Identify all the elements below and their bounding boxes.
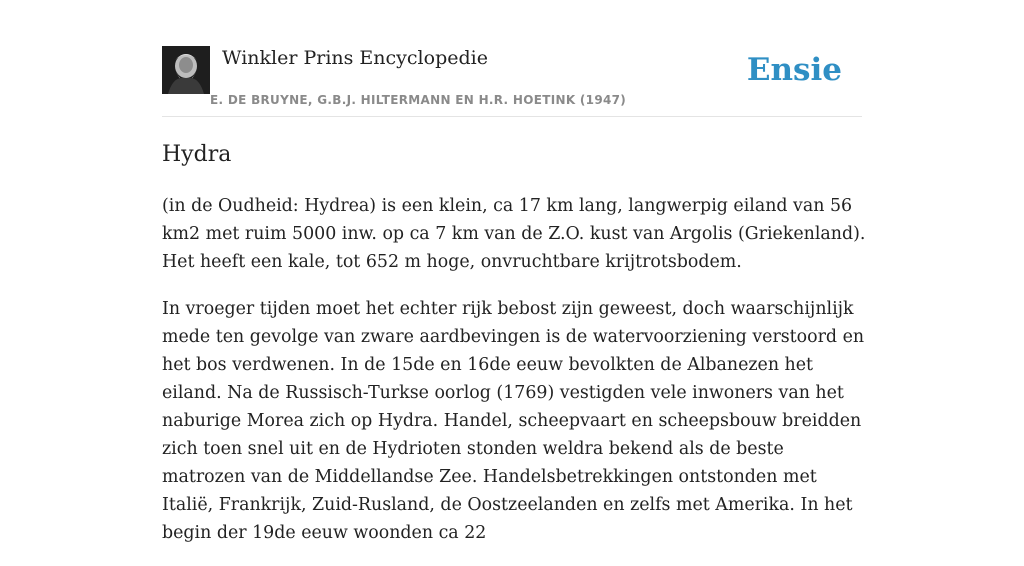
article-body [162,192,866,566]
book-title[interactable]: Winkler Prins Encyclopedie [222,47,488,69]
article-paragraph: In vroeger tijden moet het echter rijk bebost zijn geweest, doch waarschijnlijk mede ten gevolge van zware aardbevingen is de watervoorziening verstoord en het bos verdwenen. In de 15de en 16de eeuw bevolkten de Albanezen het eiland. Na de Russisch-Turkse oorlog (1769) vestigden vele inwoners van het naburige Morea zich op Hydra. Handel, scheepvaart en scheepsbouw breidden zich toen snel uit en de Hydrioten stonden weldra bekend als de beste matrozen van de Middellandse Zee. Handelsbetrekkingen ontstonden met Italië, Frankrijk, Zuid-Rusland, de Oostzeelanden en zelfs met Amerika. In het begin der 19de eeuw woonden ca 22 [162,299,865,543]
article-title: Hydra [162,142,232,167]
article-paragraph: (in de Oudheid: Hydrea) is een klein, ca 17 km lang, langwerpig eiland van 56 km2 met ruim 5000 inw. op ca 7 km van de Z.O. kust van Argolis (Griekenland). Het heeft een kale, tot 652 m hoge, onvruchtbare krijtrotsbodem. [162,196,866,272]
author-avatar[interactable] [162,46,210,94]
book-authors: E. DE BRUYNE, G.B.J. HILTERMANN EN H.R. HOETINK (1947) [210,93,627,107]
header [162,40,862,117]
ensie-logo-link[interactable]: Ensie [746,52,842,88]
portrait-icon [162,46,210,94]
